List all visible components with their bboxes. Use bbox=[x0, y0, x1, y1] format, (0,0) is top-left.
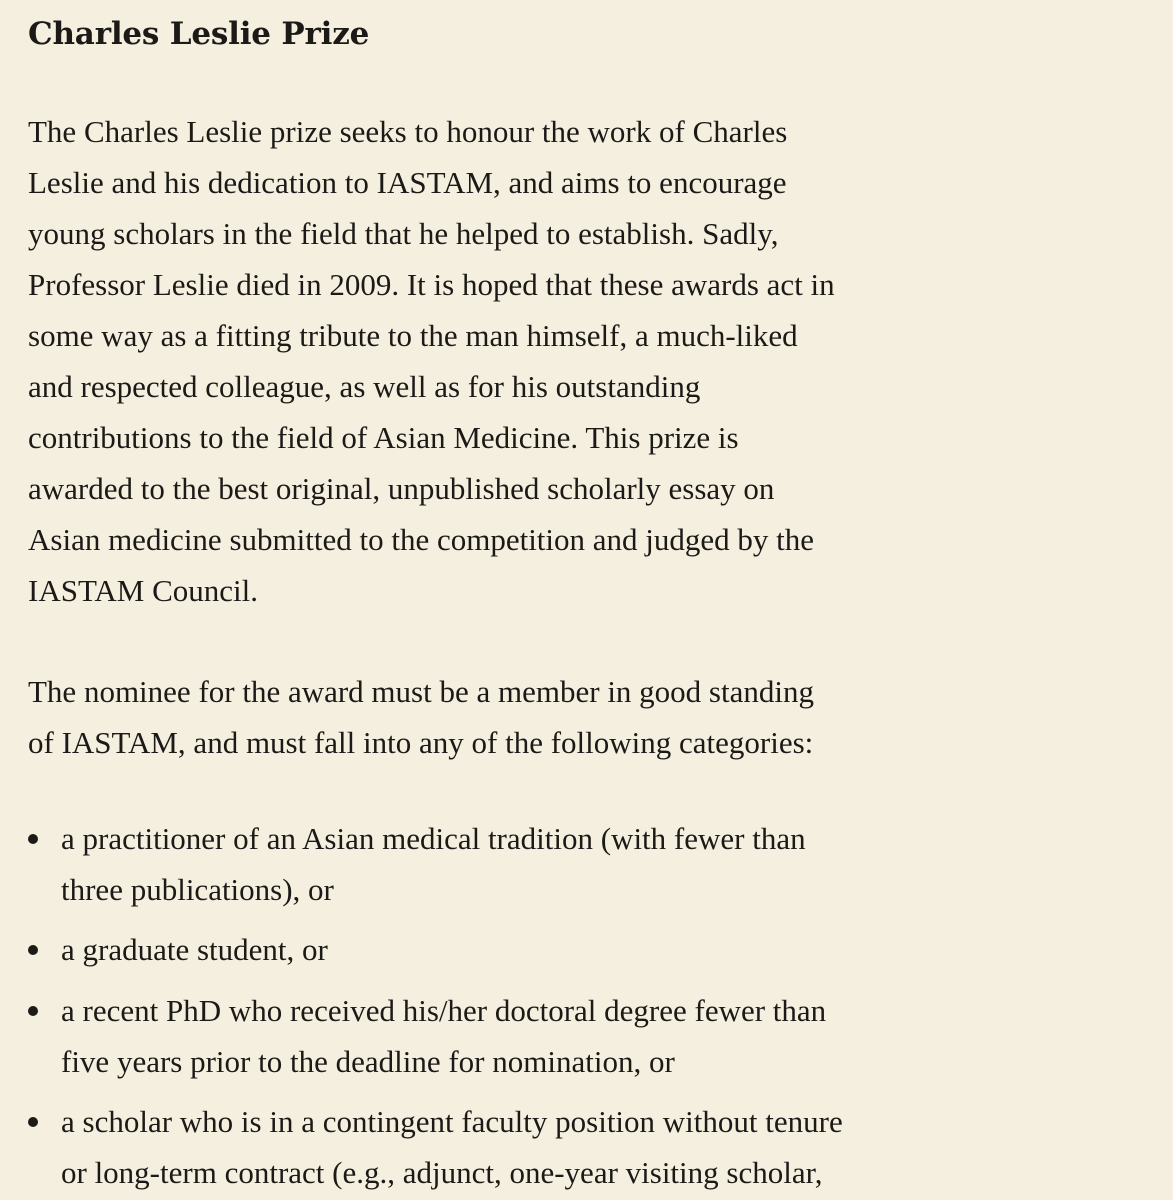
list-item-line: a graduate student, or bbox=[61, 932, 328, 967]
eligibility-paragraph bbox=[28, 666, 1148, 768]
paragraph-line: The Charles Leslie prize seeks to honour the work of Charles bbox=[28, 114, 788, 149]
list-item-line: a practitioner of an Asian medical tradition (with fewer than bbox=[61, 821, 806, 856]
paragraph-line: young scholars in the field that he helped to establish. Sadly, bbox=[28, 216, 779, 251]
list-item-text bbox=[61, 813, 806, 915]
paragraph-line: Leslie and his dedication to IASTAM, and aims to encourage bbox=[28, 165, 787, 200]
list-item-text bbox=[61, 924, 328, 975]
paragraph-line: contributions to the field of Asian Medicine. This prize is bbox=[28, 420, 739, 455]
paragraph-line: Professor Leslie died in 2009. It is hoped that these awards act in bbox=[28, 267, 835, 302]
paragraph-line: of IASTAM, and must fall into any of the following categories: bbox=[28, 725, 814, 760]
list-item-text bbox=[61, 985, 826, 1087]
paragraph-line: Asian medicine submitted to the competition and judged by the bbox=[28, 522, 815, 557]
list-item-text bbox=[61, 1096, 843, 1198]
bullet-icon bbox=[28, 1006, 38, 1016]
paragraph-line: The nominee for the award must be a member in good standing bbox=[28, 674, 814, 709]
list-item-line: or long-term contract (e.g., adjunct, one-year visiting scholar, bbox=[61, 1155, 823, 1190]
paragraph-line: some way as a fitting tribute to the man himself, a much-liked bbox=[28, 318, 798, 353]
list-item-line: three publications), or bbox=[61, 872, 334, 907]
list-item-line: a recent PhD who received his/her doctoral degree fewer than bbox=[61, 993, 827, 1028]
list-item-line: a scholar who is in a contingent faculty position without tenure bbox=[61, 1104, 843, 1139]
bullet-icon bbox=[28, 945, 38, 955]
paragraph-line: and respected colleague, as well as for his outstanding bbox=[28, 369, 701, 404]
page-title: Charles Leslie Prize bbox=[28, 16, 370, 52]
paragraph-line: IASTAM Council. bbox=[28, 573, 259, 608]
paragraph-line: awarded to the best original, unpublished scholarly essay on bbox=[28, 471, 775, 506]
list-item-line: five years prior to the deadline for nomination, or bbox=[61, 1044, 675, 1079]
prize-description-paragraph bbox=[28, 106, 1148, 616]
bullet-icon bbox=[28, 1117, 38, 1127]
bullet-icon bbox=[28, 834, 38, 844]
